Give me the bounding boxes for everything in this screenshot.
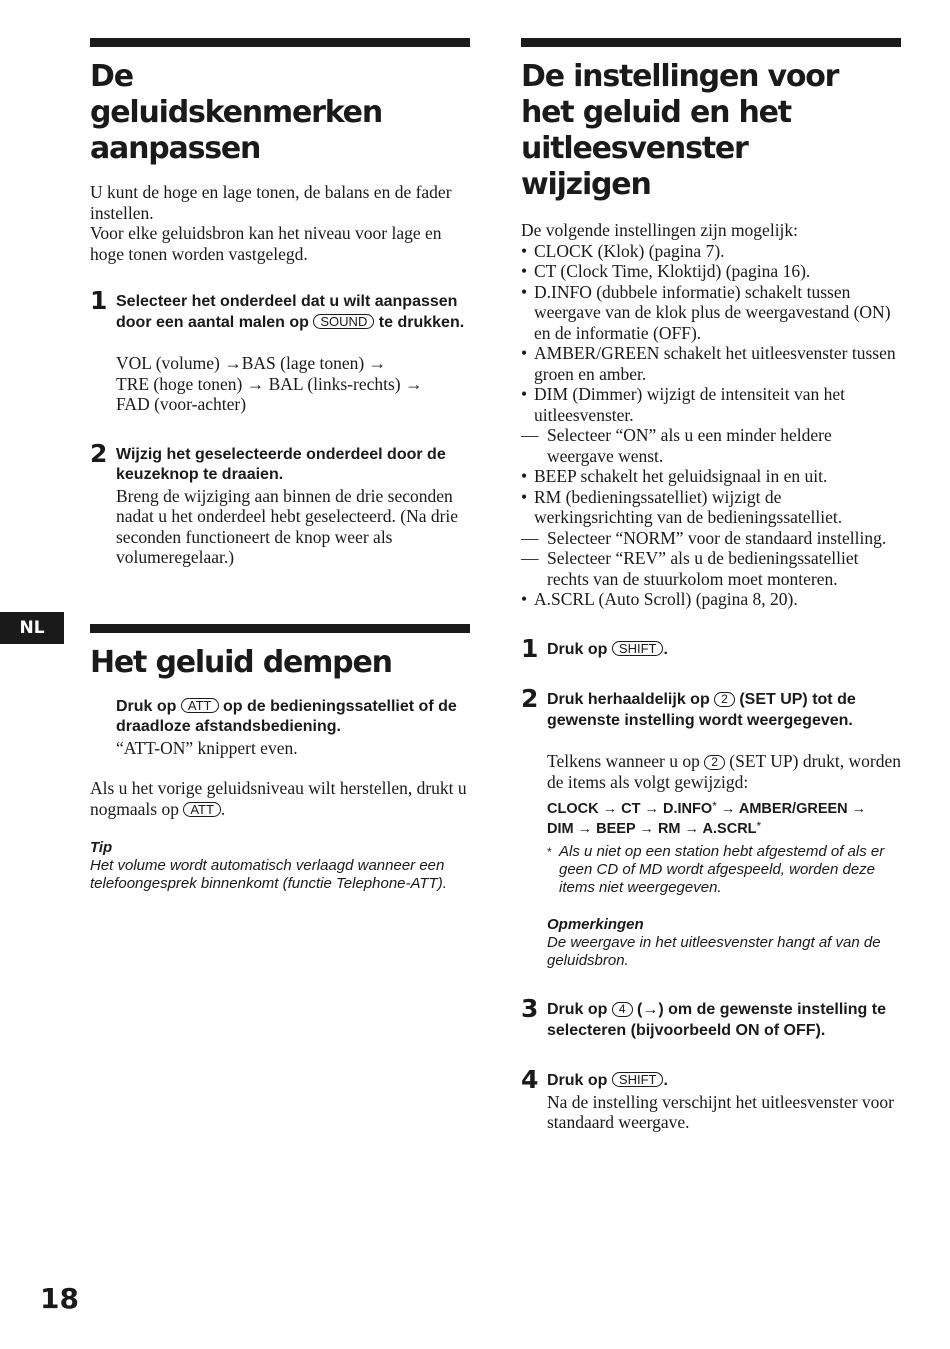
step-body: Breng de wijziging aan binnen de drie seconden nadat u het onderdeel hebt geselecteerd. (Na drie seconden functioneert de knop weer als volumeregelaar.) (116, 485, 459, 567)
arrow-right-icon: → (644, 801, 659, 817)
step-heading: Selecteer het onderdeel dat u wilt aanpassen door een aantal malen op SOUND te drukken. (116, 293, 465, 331)
setup-2-key-icon: 2 (714, 692, 735, 707)
arrow-right-icon: → (224, 353, 242, 373)
language-tab: NL (0, 612, 64, 644)
notes-text: De weergave in het uitleesvenster hangt af van de geluidsbron. (547, 934, 881, 969)
list-item: • AMBER/GREEN schakelt het uitleesvenster tussen groen en amber. (521, 343, 901, 384)
settings-step-4: 4 Druk op SHIFT . Na de instelling verschijnt het uitleesvenster voor standaard weergave. (521, 1071, 901, 1133)
step-1-sound (90, 286, 470, 415)
step-2-adjust (90, 438, 470, 568)
section-rule (90, 38, 470, 47)
step-number: 3 (521, 994, 539, 1023)
list-item: • BEEP schakelt het geluidsignaal in en uit. (521, 466, 901, 487)
section-rule (521, 38, 901, 47)
arrow-right-icon: → (368, 353, 387, 373)
arrow-right-icon: → (405, 373, 423, 394)
arrow-right-icon: → (720, 801, 736, 817)
intro-text: U kunt de hoge en lage tonen, de balans en de fader instellen. Voor elke geluidsbron kan het niveau voor lage en hoge tonen worden vastgelegd. (90, 182, 452, 264)
settings-step-1: 1 Druk op SHIFT . (521, 633, 668, 663)
asterisk-footnote: * Als u niet op een station hebt afgestemd of als er geen CD of MD wordt afgespeeld, worden deze items niet weergegeven. (547, 843, 885, 896)
section-rule (90, 624, 470, 633)
settings-sequence: CLOCK → CT → D.INFO* → AMBER/GREEN → DIM → BEEP → RM → A.SCRL* (547, 799, 867, 837)
step-number: 2 (90, 438, 108, 468)
left-column (90, 38, 470, 893)
page-number: 18 (40, 1282, 79, 1315)
sound-key-icon: SOUND (313, 314, 374, 329)
arrow-right-icon: → (602, 801, 618, 817)
step-body: Na de instelling verschijnt het uitleesvenster voor standaard weergave. (547, 1091, 894, 1132)
sound-sequence: VOL (volume) →BAS (lage tonen) → TRE (hoge tonen) → BAL (links-rechts) → FAD (voor-achter) (116, 353, 423, 414)
settings-list (521, 241, 901, 610)
key-4-icon: 4 (612, 1002, 633, 1017)
att-key-icon: ATT (181, 698, 219, 713)
list-item: • D.INFO (dubbele informatie) schakelt tussen weergave van de klok plus de weergavestand (ON) en de informatie (OFF). (521, 282, 901, 344)
list-item: • DIM (Dimmer) wijzigt de intensiteit van het uitleesvenster. — Selecteer “ON” als u een minder heldere weergave wenst. (521, 384, 901, 466)
att-key-icon: ATT (183, 802, 221, 817)
arrow-right-icon: → (684, 821, 700, 837)
notes-label: Opmerkingen (547, 916, 644, 933)
list-item: • CLOCK (Klok) (pagina 7). (521, 241, 901, 262)
notes-box (547, 916, 901, 970)
settings-intro: De volgende instellingen zijn mogelijk: (521, 220, 799, 240)
shift-key-icon: SHIFT (612, 641, 664, 656)
arrow-right-icon: → (642, 1001, 659, 1018)
settings-step-3: 3 Druk op 4 (→) om de gewenste instelling te selecteren (bijvoorbeeld ON of OFF). (521, 994, 886, 1039)
mute-instruction: Druk op ATT op de bedieningssatelliet of de draadloze afstandsbediening. “ATT-ON” knippert even. (90, 697, 470, 759)
restore-text: Als u het vorige geluidsniveau wilt herstellen, drukt u nogmaals op ATT . (90, 778, 467, 819)
list-item: • RM (bedieningssatelliet) wijzigt de werkingsrichting van de bedieningssatelliet. — Selecteer “NORM” voor de standaard instelling. — Selecteer “REV” als u de bedieningssatelliet rechts van de stuurkolom moet monteren. (521, 487, 901, 590)
shift-key-icon: SHIFT (612, 1072, 664, 1087)
step-number: 4 (521, 1065, 539, 1094)
section-title-mute: Het geluid dempen (90, 644, 392, 680)
arrow-right-icon: → (851, 801, 867, 817)
setup-2-key-icon: 2 (704, 755, 725, 770)
section-title-settings: De instellingen voor het geluid en het uitleesvenster wijzigen (521, 59, 839, 202)
tip-text: Het volume wordt automatisch verlaagd wanneer een telefoongesprek binnenkomt (functie Telephone-ATT). (90, 857, 447, 892)
sub-item: — Selecteer “NORM” voor de standaard instelling. (521, 528, 901, 549)
arrow-right-icon: → (246, 373, 265, 394)
list-item: • A.SCRL (Auto Scroll) (pagina 8, 20). (521, 589, 901, 610)
step-number: 2 (521, 684, 539, 713)
settings-step-2: 2 Druk herhaaldelijk op 2 (SET UP) tot de gewenste instelling wordt weergegeven. Telkens wanneer u op 2 (SET UP) drukt, worden de items als volgt gewijzigd: CLOCK → CT → D.INFO* → AMBER/GREEN → DIM → BEEP → RM → A.SCRL* * Als u niet op een station hebt afgestemd of als er geen CD of MD wordt afgespeeld, worden deze items niet weergegeven. Opmerkingen De weergave in het uitleesvenster hangt af van de geluidsbron. (521, 684, 902, 969)
section-title-sound-characteristics: De geluidskenmerken aanpassen (90, 59, 382, 166)
sub-item: — Selecteer “ON” als u een minder heldere weergave wenst. (521, 425, 901, 466)
step-body: Telkens wanneer u op 2 (SET UP) drukt, worden de items als volgt gewijzigd: (547, 751, 902, 792)
list-item: • CT (Clock Time, Kloktijd) (pagina 16). (521, 261, 901, 282)
step-heading: Wijzig het geselecteerde onderdeel door de keuzeknop te draaien. (116, 445, 446, 483)
arrow-right-icon: → (577, 821, 593, 837)
arrow-right-icon: → (639, 821, 654, 837)
mute-note: “ATT-ON” knippert even. (116, 737, 298, 758)
sub-item: — Selecteer “REV” als u de bedieningssatelliet rechts van de stuurkolom moet monteren. (521, 548, 901, 589)
step-number: 1 (90, 286, 108, 315)
right-column (521, 38, 901, 1133)
tip-label: Tip (90, 839, 113, 856)
step-number: 1 (521, 633, 539, 663)
tip-box (90, 839, 470, 893)
